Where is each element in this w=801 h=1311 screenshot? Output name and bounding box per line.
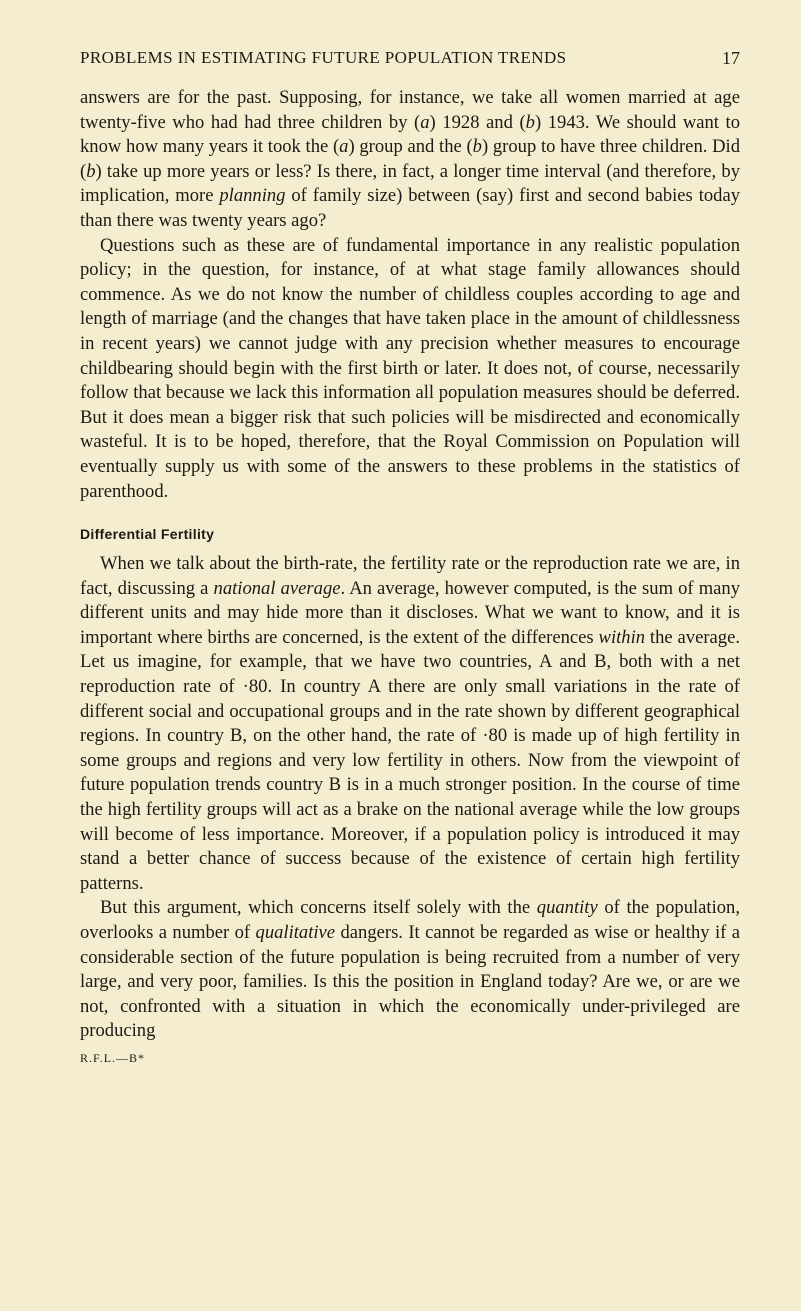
paragraph-4-text-a: But this argument, which concerns itself solely with the xyxy=(100,897,537,919)
paragraph-3-text-a: When we talk about the birth-rate, the fertility rate or the reproduction rate we are, in fact, discussing a xyxy=(80,553,740,599)
paragraph-1 xyxy=(80,86,740,234)
paragraph-3-text-c: . An average, however computed, is the sum of many different units and may hide more than it discloses. What we want to know, and it is important where births are concerned, is the extent of the differences xyxy=(80,577,741,648)
paragraph-3-text-e: the average. Let us imagine, for example, that we have two countries, A and B, both with a net reproduction rate of ·80. In country A there are only small variations in the rate of different social and occupational groups and in the rate shown by different geographical regions. In country B, on the other hand, the rate of ·80 is made up of high fertility in some groups and regions and very low fertility in others. Now from the viewpoint of future population trends country B is in a much stronger position. In the course of time the high fertility groups will act as a brake on the national average while the low groups will become of less importance. Moreover, if a population policy is introduced it may stand a better chance of success because of the existence of certain high fertility patterns. xyxy=(80,626,740,894)
section-heading: Differential Fertility xyxy=(80,526,215,543)
paragraph-4-text-e: dangers. It cannot be regarded as wise or healthy if a considerable section of the future population is being recruited from a number of very large, and very poor, families. Is this the position in England today? Are we, or are we not, confronted with a situation in which the economically under-privileged are producing xyxy=(80,922,740,1042)
paragraph-1-text-e: ) group to have three children. Did ( xyxy=(80,136,740,182)
paragraph-1-letter-c: a xyxy=(339,136,349,158)
paragraph-4-emphasis-qualitative: qualitative xyxy=(255,922,336,943)
paragraph-3-emphasis-within: within xyxy=(598,626,646,648)
paragraph-3 xyxy=(80,552,740,896)
paragraph-4-emphasis-quantity: quantity xyxy=(536,897,598,919)
paragraph-1-emphasis-planning: planning xyxy=(219,185,286,207)
paragraph-1-letter-a: a xyxy=(420,111,430,133)
paragraph-1-text-h: of family size) between (say) first and second babies today than there was twenty years ago? xyxy=(80,185,741,231)
signature-mark: R.F.L.—B* xyxy=(80,1050,146,1065)
paragraph-4-text-c: of the population, overlooks a number of xyxy=(80,897,740,943)
page-header xyxy=(80,48,740,74)
running-head: PROBLEMS IN ESTIMATING FUTURE POPULATION TRENDS xyxy=(80,48,567,67)
paragraph-1-text-c: ) 1943. We should want to know how many years it took the ( xyxy=(80,111,740,158)
page-number: 17 xyxy=(722,48,740,68)
paragraph-1-letter-e: b xyxy=(86,160,96,182)
paragraph-1-text-d: ) group and the ( xyxy=(348,136,473,158)
paragraph-1-text-b: ) 1928 and ( xyxy=(429,111,526,133)
paragraph-1-text-f: ) take up more years or less? Is there, in fact, a longer time interval (and therefore, by implication, more xyxy=(80,160,740,207)
paragraph-4 xyxy=(80,896,740,1044)
paragraph-1-letter-d: b xyxy=(472,136,482,158)
paragraph-2: Questions such as these are of fundamental importance in any realistic population policy; in the question, for instance, of at what stage family allowances should commence. As we do not know the number of childless couples according to age and length of marriage (and the changes that have taken place in the amount of childlessness in recent years) we cannot judge with any precision whether measures to encourage childbearing should begin with the first birth or later. It does not, of course, necessarily follow that because we lack this information all population measures should be deferred. But it does mean a bigger risk that such policies will be misdirected and economically wasteful. It is to be hoped, therefore, that the Royal Commission on Population will eventually supply us with some of the answers to these problems in the statistics of parenthood. xyxy=(80,234,740,502)
paragraph-1-letter-b: b xyxy=(525,111,535,133)
paragraph-1-text-a: answers are for the past. Supposing, for instance, we take all women married at age twenty-five who had had three children by ( xyxy=(80,87,740,133)
paragraph-3-emphasis-national-average: national average xyxy=(213,577,341,599)
body-text xyxy=(80,86,740,1071)
